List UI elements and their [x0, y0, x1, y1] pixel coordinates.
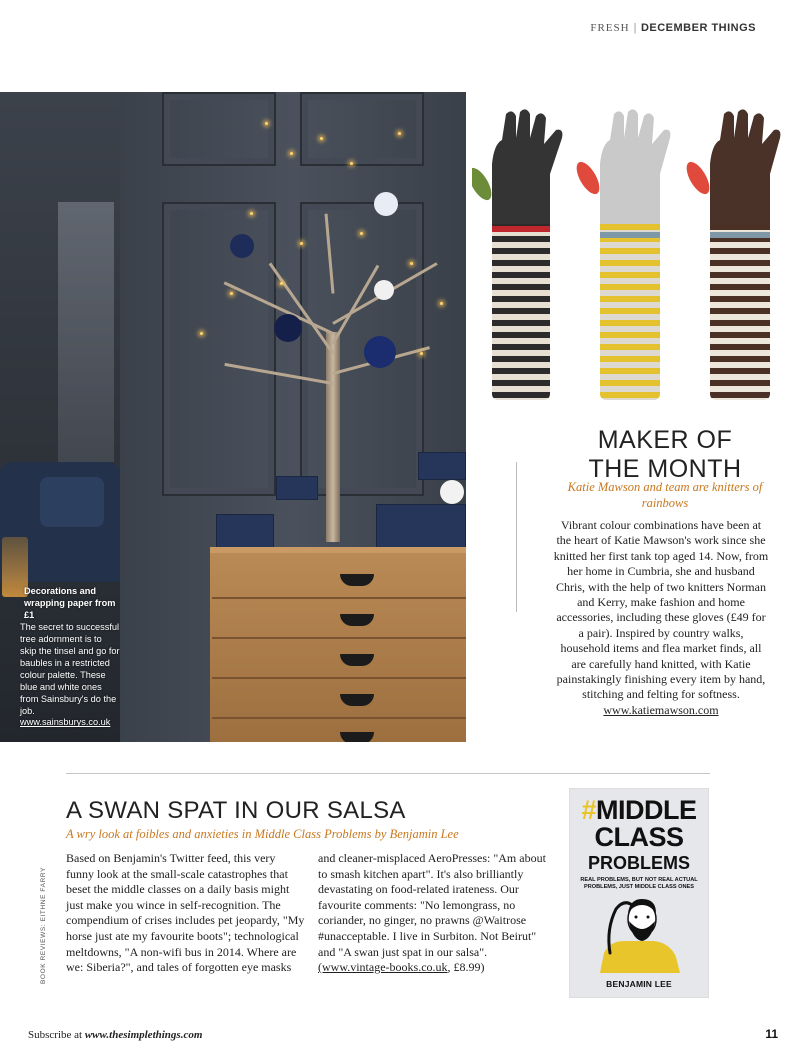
book-title-line1 — [570, 797, 708, 824]
glove-charcoal — [472, 109, 562, 400]
fairy-light — [265, 122, 268, 125]
book-cover — [570, 789, 708, 997]
door-panel — [300, 92, 424, 166]
blue-bauble — [230, 234, 254, 258]
drawer-divider — [212, 637, 466, 639]
maker-title — [540, 426, 790, 484]
horizontal-divider — [66, 773, 710, 774]
maker-title-line1: MAKER OF — [597, 426, 733, 454]
wrapped-gift — [376, 504, 466, 550]
review-column-2 — [318, 851, 546, 976]
drawer-divider — [212, 597, 466, 599]
review-credit: BOOK REVIEWS: EITHNE FARRY — [40, 867, 47, 984]
maker-title-line2: THE MONTH — [588, 455, 742, 483]
maker-body-text: Vibrant colour combinations have been at the heart of Katie Mawson's work since she knitted her first tank top aged 14. Now, from her home in Cumbria, she and husband Chris, with the help of two knitters Norman and Kerry, make fashion and home accessories, including these gloves (£49 for a pair). Inspired by country walks, household items and flea market finds, all are carefully hand knitted, with Katie painstakingly finishing every item by hand, stitching and felting for softness. — [553, 518, 769, 702]
caption-body: The secret to successful tree adornment is to skip the tinsel and go for baubles in a restricted colour palette. These blue and white ones from Sainsbury's do the job. — [20, 621, 120, 716]
maker-link[interactable]: www.katiemawson.com — [603, 702, 719, 717]
fairy-light — [320, 137, 323, 140]
caption-link[interactable]: www.sainsburys.co.uk — [20, 717, 111, 728]
book-author: BENJAMIN LEE — [606, 979, 672, 989]
footer-site-link[interactable]: www.thesimplethings.com — [84, 1029, 203, 1041]
page-number: 11 — [765, 1027, 778, 1041]
cushion — [40, 477, 104, 527]
fairy-light — [420, 352, 423, 355]
review-price: , £8.99) — [447, 960, 485, 975]
review-title: A SWAN SPAT IN OUR SALSA — [66, 797, 406, 824]
gloves-illustration — [472, 104, 792, 404]
door-panel — [162, 202, 276, 496]
white-bauble — [374, 192, 398, 216]
fairy-light — [230, 292, 233, 295]
fairy-light — [350, 162, 353, 165]
tree-trunk — [326, 332, 340, 542]
drawer-divider — [212, 717, 466, 719]
book-title-middle: MIDDLE — [596, 795, 697, 825]
door-panel — [162, 92, 276, 166]
header-separator: | — [633, 22, 637, 34]
drawer-handle — [340, 732, 374, 742]
door-panel — [300, 202, 424, 496]
book-tagline: REAL PROBLEMS, BUT NOT REAL ACTUAL PROBLEMS, JUST MIDDLE CLASS ONES — [580, 877, 698, 890]
window-light — [58, 202, 114, 462]
fairy-light — [250, 212, 253, 215]
wrapped-gift — [276, 476, 318, 500]
author-illustration — [590, 895, 688, 973]
fairy-light — [410, 262, 413, 265]
review-subtitle: A wry look at foibles and anxieties in Middle Class Problems by Benjamin Lee — [66, 827, 459, 841]
fairy-light — [360, 232, 363, 235]
wooden-dresser — [210, 547, 466, 742]
review-column-2-text: and cleaner-misplaced AeroPresses: "Am about to smash kitchen apart". It's also brilliantly devastating on food-related irateness. Our favourite comments: "No lemongrass, no coriander, no ginger, no prawns @Waitrose #unacceptable. I live in Surbiton. Not Beirut" and "A swan just spat in our salsa". — [318, 851, 546, 959]
vertical-divider — [516, 462, 517, 612]
white-bauble — [374, 280, 394, 300]
fairy-light — [440, 302, 443, 305]
wrapped-gift — [418, 452, 466, 480]
review-column-1: Based on Benjamin's Twitter feed, this very funny look at the small-scale catastrophes that beset the middle classes on a daily basis might just make you wince in self-recognition. The compendium of crises includes pet jeopardy, "My horse just ate my favourite boots"; technological meltdowns, "A non-wifi bus in 2014. Where are we: Siberia?", and tales of forgotten eye masks — [66, 851, 305, 975]
running-header — [590, 22, 756, 34]
maker-body — [553, 518, 769, 718]
footer-subscribe: Subscribe at — [28, 1029, 83, 1041]
fairy-light — [200, 332, 203, 335]
book-title-line2: CLASS — [594, 822, 684, 852]
fairy-light — [280, 282, 283, 285]
section-label: FRESH — [590, 22, 630, 34]
maker-subtitle: Katie Mawson and team are knitters of rainbows — [567, 480, 763, 510]
review-link[interactable]: (www.vintage-books.co.uk — [318, 960, 448, 975]
glove-yellow — [572, 109, 670, 400]
glove-brown — [682, 109, 780, 400]
blue-bauble — [274, 314, 302, 342]
drawer-divider — [212, 677, 466, 679]
blue-bauble — [364, 336, 396, 368]
fairy-light — [290, 152, 293, 155]
christmas-tree-photo — [0, 92, 466, 742]
caption-title: Decorations and wrapping paper from £1 — [24, 586, 116, 620]
book-title-line3: PROBLEMS — [587, 853, 690, 873]
fairy-light — [398, 132, 401, 135]
topic-label: DECEMBER THINGS — [640, 22, 756, 34]
fairy-light — [300, 242, 303, 245]
book-hash: # — [581, 795, 597, 825]
photo-caption — [20, 586, 120, 729]
footer — [28, 1029, 202, 1041]
white-bauble — [440, 480, 464, 504]
